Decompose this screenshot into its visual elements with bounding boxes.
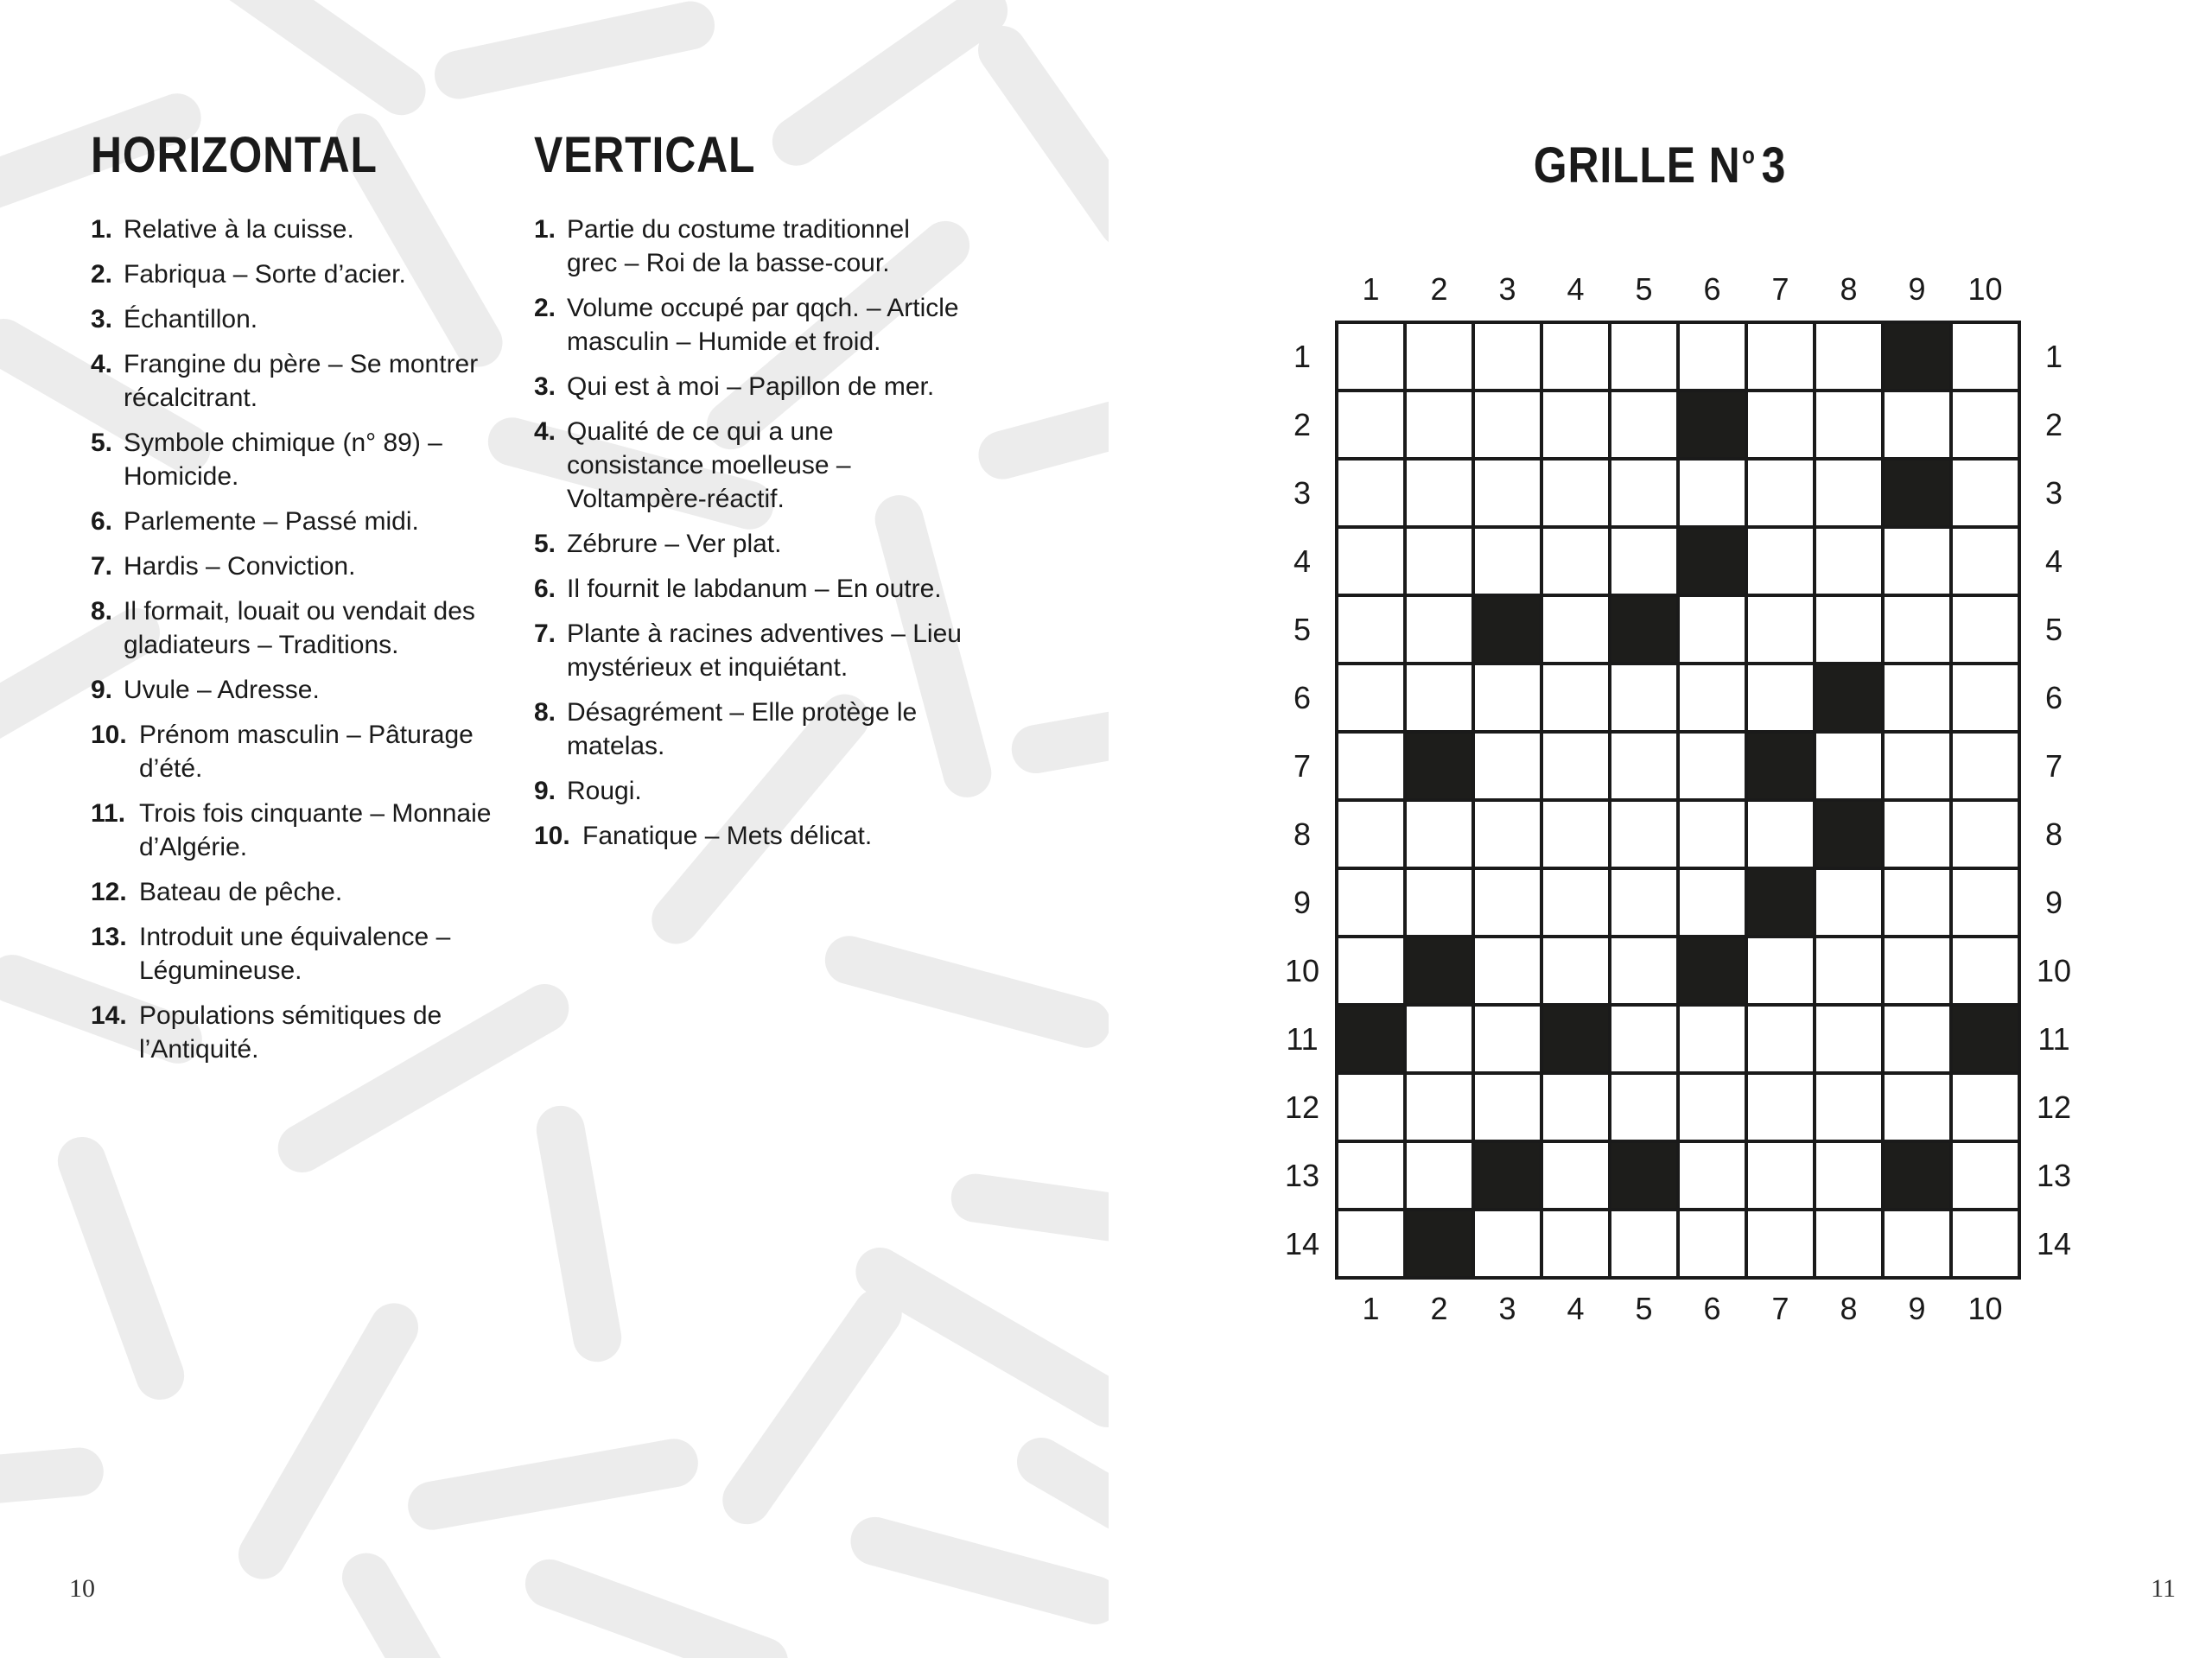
column-label: 6 [1703,271,1721,307]
horizontal-clues-column [91,121,505,1077]
grid-cell[interactable] [1883,937,1951,1005]
grid-cell[interactable] [1678,1210,1746,1278]
grid-cell[interactable] [1473,527,1541,595]
black-cell [1815,664,1883,732]
grid-cell[interactable] [1610,664,1678,732]
row-label: 3 [1293,475,1312,511]
column-label: 4 [1567,271,1585,307]
clue-text: Échantillon. [124,305,258,334]
clue-text: Fabriqua – Sorte d’acier. [124,260,406,289]
vertical-title: VERTICAL [534,127,756,183]
column-label: 10 [1967,1291,2003,1326]
clue-text: Zébrure – Ver plat. [567,530,782,558]
row-label: 2 [2044,407,2063,442]
clue-number: 2. [534,294,556,322]
grid-cell[interactable] [1883,664,1951,732]
clue-text: Bateau de pêche. [139,878,343,906]
column-label: 4 [1567,1291,1585,1326]
grid-cell[interactable] [1678,732,1746,800]
row-label: 6 [1293,680,1312,715]
black-cell [1541,1005,1610,1073]
black-cell [1678,937,1746,1005]
grid-cell[interactable] [1746,800,1815,868]
clue-number: 10. [91,721,127,749]
grid-cell[interactable] [1883,1005,1951,1073]
grid-cell[interactable] [1678,459,1746,527]
horizontal-clue [91,213,505,246]
row-label: 7 [1293,748,1312,784]
grid-cell[interactable] [1951,732,2019,800]
clue-number: 10. [534,822,570,850]
clue-text: Trois fois cinquante – Monnaie d’Algérie. [139,799,492,861]
grid-cell[interactable] [1815,1141,1883,1210]
crossword-grid [1335,321,2021,1280]
grid-cell[interactable] [1541,868,1610,937]
column-label: 6 [1703,1291,1721,1326]
horizontal-clue [91,999,505,1066]
column-label: 2 [1430,271,1448,307]
grid-cell[interactable] [1541,1210,1610,1278]
clue-number: 12. [91,878,127,906]
grid-cell[interactable] [1541,937,1610,1005]
vertical-clue [534,415,966,516]
grid-cell[interactable] [1678,664,1746,732]
grid-cell[interactable] [1473,664,1541,732]
horizontal-clue [91,426,505,493]
clue-number: 4. [91,350,113,378]
grid-cell[interactable] [1951,1210,2019,1278]
black-cell [1678,527,1746,595]
row-label: 14 [2036,1226,2072,1261]
grid-title-sup: o [1742,142,1757,168]
grid-cell[interactable] [1405,1073,1473,1141]
black-cell [1337,1005,1405,1073]
grid-cell[interactable] [1746,1073,1815,1141]
row-labels-left [1276,322,1328,1278]
column-label: 3 [1498,1291,1516,1326]
grid-cell[interactable] [1678,868,1746,937]
grid-cell[interactable] [1746,1210,1815,1278]
grid-cell[interactable] [1815,595,1883,664]
grid-cell[interactable] [1541,322,1610,391]
page-number-left: 10 [69,1574,95,1603]
clue-text: Partie du costume traditionnel grec – Roi de la basse-cour. [567,215,910,277]
clue-text: Parlemente – Passé midi. [124,507,419,536]
grid-cell[interactable] [1610,1005,1678,1073]
black-cell [1883,1141,1951,1210]
black-cell [1610,1141,1678,1210]
grid-cell[interactable] [1473,868,1541,937]
black-cell [1473,1141,1541,1210]
grid-cell[interactable] [1883,1073,1951,1141]
grid-cell[interactable] [1541,800,1610,868]
grid-cell[interactable] [1883,800,1951,868]
grid-cell[interactable] [1610,322,1678,391]
grid-cell[interactable] [1815,868,1883,937]
vertical-clue [534,291,966,359]
grid-title-main: GRILLE N [1534,137,1741,194]
clue-number: 9. [534,777,556,805]
grid-cell[interactable] [1337,664,1405,732]
grid-cell[interactable] [1541,1141,1610,1210]
row-label: 10 [2036,953,2072,988]
grid-cell[interactable] [1746,937,1815,1005]
grid-cell[interactable] [1678,1141,1746,1210]
grid-cell[interactable] [1337,391,1405,459]
row-label: 13 [1284,1158,1320,1193]
grid-cell[interactable] [1815,937,1883,1005]
row-label: 4 [1293,543,1312,579]
grid-cell[interactable] [1883,527,1951,595]
grid-cell[interactable] [1815,459,1883,527]
grid-cell[interactable] [1746,527,1815,595]
vertical-clue-list [534,213,966,853]
column-labels-bottom [1337,1292,2019,1326]
row-label: 9 [1293,885,1312,920]
horizontal-clue [91,302,505,336]
clue-number: 8. [91,597,113,626]
row-labels-right [2028,322,2080,1278]
black-cell [1815,800,1883,868]
grid-cell[interactable] [1473,732,1541,800]
grid-cell[interactable] [1951,391,2019,459]
row-label: 5 [2044,612,2063,647]
grid-cell[interactable] [1678,800,1746,868]
black-cell [1883,459,1951,527]
black-cell [1678,391,1746,459]
clue-number: 4. [534,417,556,446]
grid-cell[interactable] [1815,732,1883,800]
grid-cell[interactable] [1883,732,1951,800]
grid-cell[interactable] [1883,595,1951,664]
grid-cell[interactable] [1951,322,2019,391]
grid-cell[interactable] [1883,391,1951,459]
grid-cell[interactable] [1610,732,1678,800]
clue-text: Plante à racines adventives – Lieu mystérieux et inquiétant. [567,619,962,682]
black-cell [1746,732,1815,800]
clue-number: 3. [534,372,556,401]
grid-cell[interactable] [1746,322,1815,391]
grid-cell[interactable] [1337,1073,1405,1141]
grid-cell[interactable] [1815,391,1883,459]
clue-text: Relative à la cuisse. [124,215,354,244]
vertical-clue [534,213,966,280]
row-label: 3 [2044,475,2063,511]
clue-number: 6. [534,575,556,603]
row-label: 1 [2044,339,2063,374]
clue-number: 5. [534,530,556,558]
grid-cell[interactable] [1337,800,1405,868]
vertical-clues-column [534,121,966,864]
row-label: 12 [1284,1089,1320,1125]
clue-text: Populations sémitiques de l’Antiquité. [139,1001,442,1064]
grid-cell[interactable] [1951,868,2019,937]
grid-cell[interactable] [1610,459,1678,527]
clue-text: Qui est à moi – Papillon de mer. [567,372,935,401]
horizontal-title: HORIZONTAL [91,127,378,183]
clue-number: 1. [534,215,556,244]
grid-cell[interactable] [1951,527,2019,595]
grid-title-number: 3 [1762,137,1787,194]
column-label: 5 [1635,1291,1653,1326]
grid-title [1109,121,2212,200]
grid-cell[interactable] [1815,527,1883,595]
grid-cell[interactable] [1678,1073,1746,1141]
grid-cell[interactable] [1746,459,1815,527]
grid-cell[interactable] [1405,595,1473,664]
row-label: 14 [1284,1226,1320,1261]
clue-text: Frangine du père – Se montrer récalcitrant. [124,350,479,412]
grid-cell[interactable] [1405,527,1473,595]
horizontal-clue [91,594,505,662]
grid-cell[interactable] [1746,1141,1815,1210]
clue-number: 11. [91,799,126,828]
grid-cell[interactable] [1610,527,1678,595]
grid-cell[interactable] [1610,937,1678,1005]
grid-cell[interactable] [1337,1210,1405,1278]
grid-cell[interactable] [1883,868,1951,937]
black-cell [1951,1005,2019,1073]
clue-text: Désagrément – Elle protège le matelas. [567,698,918,760]
black-cell [1405,937,1473,1005]
grid-cell[interactable] [1473,391,1541,459]
grid-cell[interactable] [1610,391,1678,459]
grid-cell[interactable] [1541,459,1610,527]
horizontal-clue [91,549,505,583]
row-label: 13 [2036,1158,2072,1193]
grid-cell[interactable] [1473,322,1541,391]
column-label: 10 [1967,271,2003,307]
grid-cell[interactable] [1541,732,1610,800]
grid-cell[interactable] [1405,322,1473,391]
grid-cell[interactable] [1610,1073,1678,1141]
horizontal-clue [91,673,505,707]
row-label: 4 [2044,543,2063,579]
horizontal-clue [91,347,505,415]
grid-cell[interactable] [1337,527,1405,595]
clue-text: Fanatique – Mets délicat. [582,822,873,850]
grid-cell[interactable] [1541,527,1610,595]
grid-cell[interactable] [1405,1141,1473,1210]
column-label: 1 [1362,1291,1380,1326]
column-label: 8 [1840,271,1858,307]
grid-cell[interactable] [1337,732,1405,800]
grid-cell[interactable] [1815,1210,1883,1278]
column-label: 7 [1771,1291,1789,1326]
vertical-clue [534,819,966,853]
vertical-clue [534,696,966,763]
vertical-clue [534,370,966,403]
black-cell [1610,595,1678,664]
clue-number: 6. [91,507,113,536]
grid-cell[interactable] [1883,1210,1951,1278]
grid-cell[interactable] [1815,1005,1883,1073]
clue-number: 3. [91,305,113,334]
grid-cell[interactable] [1473,1210,1541,1278]
clue-number: 8. [534,698,556,727]
row-label: 11 [1286,1021,1319,1057]
column-label: 9 [1908,271,1926,307]
grid-cell[interactable] [1746,664,1815,732]
row-label: 6 [2044,680,2063,715]
clue-number: 14. [91,1001,127,1030]
row-label: 5 [1293,612,1312,647]
vertical-clue [534,774,966,808]
grid-cell[interactable] [1337,1141,1405,1210]
grid-cell[interactable] [1610,1210,1678,1278]
grid-cell[interactable] [1405,800,1473,868]
horizontal-clue [91,920,505,988]
clue-text: Symbole chimique (n° 89) – Homicide. [124,429,442,491]
grid-cell[interactable] [1337,459,1405,527]
grid-cell[interactable] [1473,1073,1541,1141]
clue-number: 1. [91,215,113,244]
grid-cell[interactable] [1678,1005,1746,1073]
clue-number: 2. [91,260,113,289]
row-label: 10 [1284,953,1320,988]
grid-cell[interactable] [1746,1005,1815,1073]
grid-cell[interactable] [1337,322,1405,391]
grid-cell[interactable] [1473,937,1541,1005]
row-label: 11 [2037,1021,2070,1057]
clue-text: Hardis – Conviction. [124,552,356,581]
page-number-right: 11 [2151,1574,2176,1603]
column-label: 3 [1498,271,1516,307]
vertical-clue [534,572,966,606]
horizontal-clue [91,718,505,785]
clue-number: 7. [534,619,556,648]
horizontal-clue-list [91,213,505,1066]
clue-text: Qualité de ce qui a une consistance moelleuse – Voltampère-réactif. [567,417,851,513]
clue-text: Uvule – Adresse. [124,676,320,704]
grid-cell[interactable] [1678,595,1746,664]
column-label: 1 [1362,271,1380,307]
row-label: 9 [2044,885,2063,920]
grid-cell[interactable] [1746,595,1815,664]
column-label: 7 [1771,271,1789,307]
column-label: 2 [1430,1291,1448,1326]
horizontal-clue [91,505,505,538]
column-label: 5 [1635,271,1653,307]
grid-cell[interactable] [1337,937,1405,1005]
clue-text: Il formait, louait ou vendait des gladiateurs – Traditions. [124,597,475,659]
horizontal-clue [91,257,505,291]
grid-cell[interactable] [1951,937,2019,1005]
row-label: 1 [1293,339,1312,374]
grid-cell[interactable] [1951,459,2019,527]
grid-cell[interactable] [1405,868,1473,937]
clue-number: 7. [91,552,113,581]
grid-cell[interactable] [1405,459,1473,527]
grid-cell[interactable] [1541,391,1610,459]
grid-cell[interactable] [1541,595,1610,664]
grid-cell[interactable] [1610,800,1678,868]
grid-cell[interactable] [1951,595,2019,664]
grid-cell[interactable] [1678,322,1746,391]
grid-cell[interactable] [1951,800,2019,868]
grid-cell[interactable] [1473,800,1541,868]
row-label: 8 [1293,816,1312,852]
grid-cell[interactable] [1610,868,1678,937]
grid-cell[interactable] [1815,1073,1883,1141]
black-cell [1883,322,1951,391]
grid-cell[interactable] [1951,1073,2019,1141]
grid-cell[interactable] [1541,1073,1610,1141]
black-cell [1473,595,1541,664]
grid-cell[interactable] [1951,664,2019,732]
row-label: 7 [2044,748,2063,784]
column-label: 8 [1840,1291,1858,1326]
vertical-clue [534,617,966,684]
clue-text: Volume occupé par qqch. – Article masculin – Humide et froid. [567,294,959,356]
black-cell [1746,868,1815,937]
grid-cell[interactable] [1951,1141,2019,1210]
grid-cell[interactable] [1405,1005,1473,1073]
vertical-clue [534,527,966,561]
row-label: 8 [2044,816,2063,852]
grid-cell[interactable] [1746,391,1815,459]
column-label: 9 [1908,1291,1926,1326]
clue-text: Rougi. [567,777,642,805]
grid-cell[interactable] [1473,459,1541,527]
grid-cell[interactable] [1337,868,1405,937]
grid-cell[interactable] [1815,322,1883,391]
grid-cell[interactable] [1405,664,1473,732]
black-cell [1405,1210,1473,1278]
horizontal-clue [91,875,505,909]
clue-text: Introduit une équivalence – Légumineuse. [139,923,451,985]
black-cell [1405,732,1473,800]
clue-number: 9. [91,676,113,704]
clue-number: 13. [91,923,127,951]
row-label: 2 [1293,407,1312,442]
clue-text: Prénom masculin – Pâturage d’été. [139,721,474,783]
grid-cell[interactable] [1337,595,1405,664]
column-labels-top [1337,272,2019,307]
horizontal-clue [91,797,505,864]
clue-number: 5. [91,429,113,457]
row-label: 12 [2036,1089,2072,1125]
grid-cell[interactable] [1405,391,1473,459]
right-page [1109,0,2212,1658]
grid-cell[interactable] [1541,664,1610,732]
clue-text: Il fournit le labdanum – En outre. [567,575,942,603]
grid-cell[interactable] [1473,1005,1541,1073]
